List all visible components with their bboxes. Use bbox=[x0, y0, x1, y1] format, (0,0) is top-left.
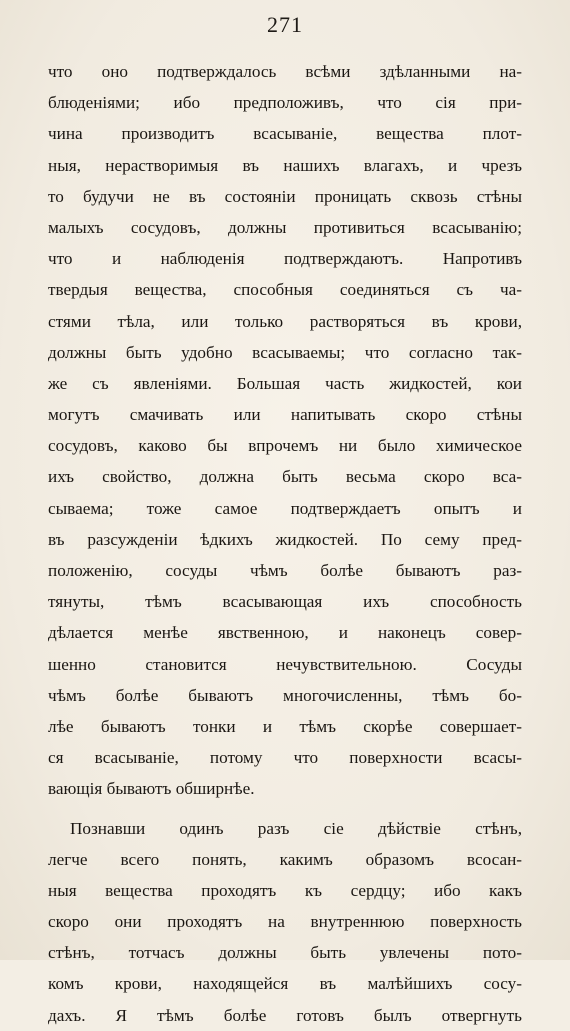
text-line: чѣмъ болѣе бываютъ многочисленны, тѣмъ бо- bbox=[48, 685, 522, 705]
text-line: положенію, сосуды чѣмъ болѣе бываютъ раз- bbox=[48, 561, 522, 580]
text-line: сываема; тоже самое подтверждаетъ опытъ и bbox=[48, 498, 522, 518]
text-line: легче всего понять, какимъ образомъ всосан- bbox=[48, 849, 522, 869]
text-line: малыхъ сосудовъ, должны противиться всасыванію; bbox=[48, 217, 522, 237]
page-number: 271 bbox=[267, 12, 303, 37]
text-line: дѣлается менѣе явственною, и наконецъ совер- bbox=[48, 623, 522, 643]
paragraph-gap bbox=[48, 805, 522, 813]
text-line: должны быть удобно всасываемы; что согласно так- bbox=[48, 342, 522, 362]
text-line: ихъ свойство, должна быть весьма скоро вса- bbox=[48, 467, 522, 487]
text-line: въ разсужденіи ѣдкихъ жидкостей. По сему пред- bbox=[48, 529, 522, 549]
text-line: ся всасываніе, потому что поверхности всасы- bbox=[48, 748, 522, 768]
text-line: чина производитъ всасываніе, вещества плот- bbox=[48, 124, 522, 144]
text-line: лѣе бываютъ тонки и тѣмъ скорѣе совершает- bbox=[48, 716, 522, 736]
text-line: шенно становится нечувствительною. Сосуды bbox=[48, 654, 522, 674]
text-line: дахъ. Я тѣмъ болѣе готовъ былъ отвергнуть bbox=[48, 1005, 522, 1025]
text-line: стѣнъ, тотчасъ должны быть увлечены пото- bbox=[48, 943, 522, 963]
text-line: ныя, нерастворимыя въ нашихъ влагахъ, и чрезъ bbox=[48, 155, 522, 175]
paragraph bbox=[48, 813, 522, 1031]
text-line: что оно подтверждалось всѣми здѣланными на- bbox=[48, 62, 522, 81]
text-line: могутъ смачивать или напитывать скоро стѣны bbox=[48, 405, 522, 425]
text-line: тянуты, тѣмъ всасывающая ихъ способность bbox=[48, 592, 522, 612]
text-line: вающія бываютъ обширнѣе. bbox=[48, 779, 255, 799]
text-line: ныя вещества проходятъ къ сердцу; ибо какъ bbox=[48, 880, 522, 900]
text-line: сосудовъ, каково бы впрочемъ ни было химическое bbox=[48, 436, 522, 456]
text-line: комъ крови, находящейся въ малѣйшихъ сосу- bbox=[48, 974, 522, 994]
text-line: же съ явленіями. Большая часть жидкостей, кои bbox=[48, 373, 522, 393]
text-line: скоро они проходятъ на внутреннюю поверхность bbox=[48, 912, 522, 932]
text-line: стями тѣла, или только растворяться въ крови, bbox=[48, 311, 522, 331]
text-line: то будучи не въ состояніи проницать сквозь стѣны bbox=[48, 186, 522, 206]
paragraph bbox=[48, 56, 522, 805]
body-text bbox=[48, 56, 522, 1031]
text-line: что и наблюденія подтверждаютъ. Напротивъ bbox=[48, 249, 522, 269]
text-line: Познавши одинъ разъ сіе дѣйствіе стѣнъ, bbox=[70, 818, 522, 838]
text-line: блюденіями; ибо предположивъ, что сія при- bbox=[48, 93, 522, 113]
text-line: твердыя вещества, способныя соединяться съ ча- bbox=[48, 280, 522, 300]
